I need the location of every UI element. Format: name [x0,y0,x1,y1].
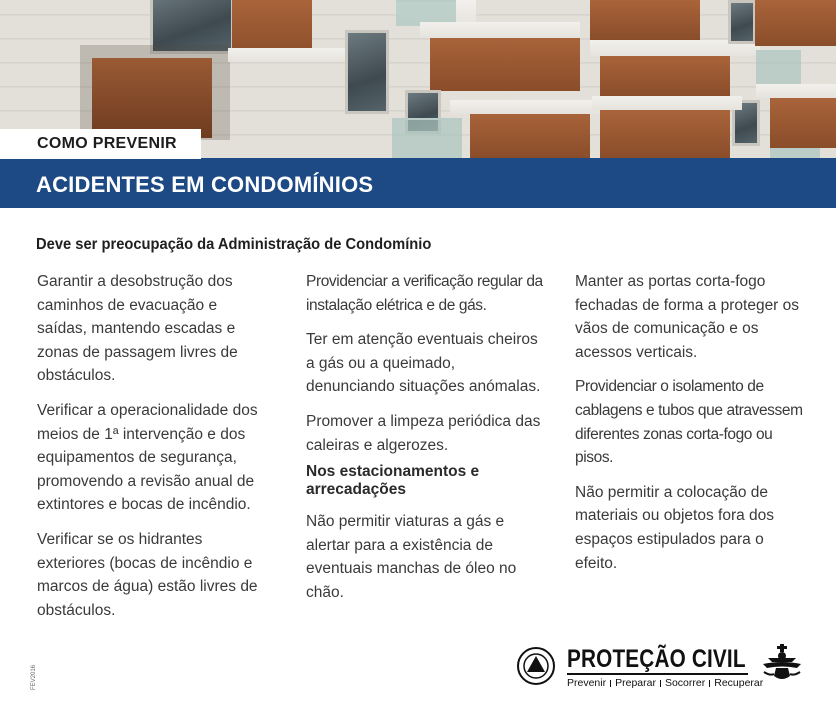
paragraph: Providenciar o isolamento de cablagens e tubos que atravessem diferentes zonas corta-fogo ou pisos. [575,378,803,467]
header-tag-label: COMO PREVENIR [37,135,177,152]
paragraph: Garantir a desobstrução dos caminhos de evacuação e saídas, mantendo escadas e zonas de passagem livres de obstáculos. [37,273,238,385]
page-title: ACIDENTES EM CONDOMÍNIOS [36,172,374,197]
paragraph: Não permitir viaturas a gás e alertar para a existência de eventuais manchas de óleo no chão. [306,513,517,601]
paragraph: Providenciar a verificação regular da instalação elétrica e de gás. [306,273,543,314]
brand-name: PROTEÇÃO CIVIL [567,645,746,673]
paragraph: Verificar se os hidrantes exteriores (bocas de incêndio e marcos de água) estão livres de obstáculos. [37,530,258,619]
municipal-emblem-icon [760,642,804,686]
section-subtitle: Deve ser preocupação da Administração de Condomínio [36,236,432,253]
paragraph: Verificar a operacionalidade dos meios de 1ª intervenção e dos equipamentos de segurança, promovendo a revisão anual de extintores e bocas de incêndio. [37,401,258,514]
column-3 [575,270,807,586]
column-2 [306,270,544,616]
brand-divider [567,673,748,675]
paragraph: Promover a limpeza periódica das caleiras e algerozes. [306,412,541,454]
section-heading: Nos estacionamentos e arrecadações [306,463,480,499]
motto-item: Socorrer [664,677,706,689]
paragraph: Manter as portas corta-fogo fechadas de forma a proteger os vãos de comunicação e os acessos verticais. [575,273,800,361]
motto-item: Prevenir [567,677,607,689]
motto-item: Preparar [615,677,656,689]
column-1 [37,270,269,633]
civil-protection-triangle-icon [517,647,555,685]
document-code: FEV2016 [31,664,37,690]
paragraph: Ter em atenção eventuais cheiros a gás ou a queimado, denunciando situações anómalas. [306,331,541,396]
brand-motto [567,677,763,689]
motto-item: Recuperar [714,677,764,689]
header-tag [0,129,201,159]
title-band [0,158,836,208]
paragraph: Não permitir a colocação de materiais ou objetos fora dos espaços estipulados para o efeito. [575,483,775,572]
